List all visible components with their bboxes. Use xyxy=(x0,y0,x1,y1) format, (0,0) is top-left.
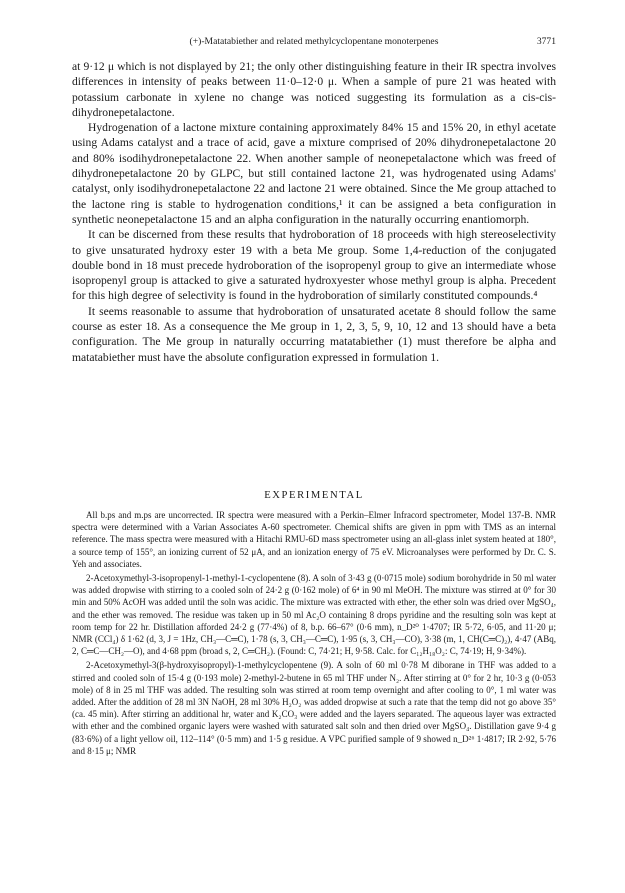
section-heading: EXPERIMENTAL xyxy=(264,490,364,501)
main-text xyxy=(72,59,556,365)
body-paragraph: Hydrogenation of a lactone mixture containing approximately 84% 15 and 15% 20, in ethyl acetate using Adams catalyst and a trace of acid, gave a mixture comprised of 20% dihydronepetalactone 20 and 80% isodihydronepetalactone 22. When another sample of neonepetalactone which was freed of dihydronepetalactone 20 by GLPC, but still contained lactone 21, was hydrogenated using Adams' catalyst, only isodihydronepetalactone 22 and lactone 21 were obtained. Since the Me group attached to the lactone ring is stable to hydrogenation conditions,¹ it can be assigned a beta configuration in synthetic neonepetalactone 15 and an alpha configuration in the naturally occurring enantiomorph. xyxy=(72,121,556,226)
body-paragraph: It seems reasonable to assume that hydroboration of unsaturated acetate 8 should follow the same course as ester 18. As a consequence the Me group in 1, 2, 3, 5, 9, 10, 12 and 13 should have a beta configuration. The Me group in naturally occurring matatabiether (1) must therefore be alpha and matatabiether must have the absolute configuration expressed in formulation 1. xyxy=(72,304,556,364)
experimental-paragraph: 2-Acetoxymethyl-3-isopropenyl-1-methyl-1-cyclopentene (8). A soln of 3·43 g (0·0715 mole) sodium borohydride in 50 ml water was added dropwise with stirring to a cooled soln of 24·2 g (0·162 mole) of 6⁴ in 90 ml MeOH. The mixture was stirred at 0° for 30 min and 50% AcOH was added until the soln was acidic. The mixture was extracted with ether, the ether soln was dried over MgSO₄, and the ether was removed. The residue was taken up in 50 ml Ac₂O containing 8 drops pyridine and the resulting soln was kept at room temp for 22 hr. Distillation afforded 24·2 g (77·4%) of 8, b.p. 66–67° (0·6 mm), n_D²⁰ 1·4707; IR 5·72, 6·05, and 11·20 μ; NMR (CCl₄) δ 1·62 (d, 3, J = 1Hz, CH₃—C═C), 1·78 (s, 3, CH₃—C═C), 1·95 (s, 3, CH₃—CO), 3·38 (m, 1, CH(C═C)₂), 4·47 (ABq, 2, C═C—CH₂—O), and 4·68 ppm (broad s, 2, C═CH₂). (Found: C, 74·21; H, 9·58. Calc. for C₁₂H₁₈O₂: C, 74·19; H, 9·34%). xyxy=(72,573,556,657)
experimental-text xyxy=(72,509,556,757)
body-paragraph: at 9·12 μ which is not displayed by 21; the only other distinguishing feature in their IR spectra involves differences in intensity of peaks between 11·0–12·0 μ. When a sample of pure 21 was heated with potassium carbonate in xylene no change was noticed suggesting its formulation as a cis-cis-dihydronepetalactone. xyxy=(72,60,556,119)
experimental-paragraph: 2-Acetoxymethyl-3(β-hydroxyisopropyl)-1-methylcyclopentene (9). A soln of 60 ml 0·78 M diborane in THF was added to a stirred and cooled soln of 15·4 g (0·193 mole) 2-methyl-2-butene in 65 ml THF under N₂. After stirring at 0° for 2 hr, 10·3 g (0·053 mole) of 8 in 25 ml THF was added. The resulting soln was stirred at room temp overnight and after cooling to 0°, 1 ml water was added. After the addition of 28 ml 3N NaOH, 28 ml 30% H₂O₂ was added dropwise at such a rate that the temp did not go above 35° (ca. 45 min). After stirring an additional hr, water and K₂CO₃ were added and the layers separated. The aqueous layer was extracted with ether and the combined organic layers were washed with saturated salt soln and then dried over MgSO₄. Distillation gave 9·4 g (83·6%) of a light yellow oil, 112–114° (0·5 mm) and 1·5 g residue. A VPC purified sample of 9 showed n_D²⁶ 1·4817; IR 2·92, 5·76 and 8·15 μ; NMR xyxy=(72,660,556,756)
running-header xyxy=(72,36,556,50)
running-title: (+)-Matatabiether and related methylcyclopentane monoterpenes xyxy=(189,36,439,47)
experimental-paragraph: All b.ps and m.ps are uncorrected. IR spectra were measured with a Perkin–Elmer Infracord spectrometer, Model 137-B. NMR spectra were determined with a Varian Associates A-60 spectrometer. Chemical shifts are given in ppm with TMS as an internal reference. The mass spectra were measured with a Hitachi RMU-6D mass spectrometer using an all-glass inlet system heated at 180°, a source temp of 155°, an ionizing current of 52 μA, and an ionization energy of 75 eV. Microanalyses were performed by Dr. C. S. Yeh and associates. xyxy=(72,510,556,569)
body-paragraph: It can be discerned from these results that hydroboration of 18 proceeds with high stereoselectivity to give unsaturated hydroxy ester 19 with a beta Me group. Some 1,4-reduction of the conjugated double bond in 18 must precede hydroboration of the isopropenyl group to give an intermediate whose isopropenyl group is attacked to give a saturated hydroxyester whose methyl group is alpha. Precedent for this high degree of selectivity is found in the hydroboration of similarly constituted compounds.⁴ xyxy=(72,228,556,303)
page-number: 3771 xyxy=(536,36,556,47)
